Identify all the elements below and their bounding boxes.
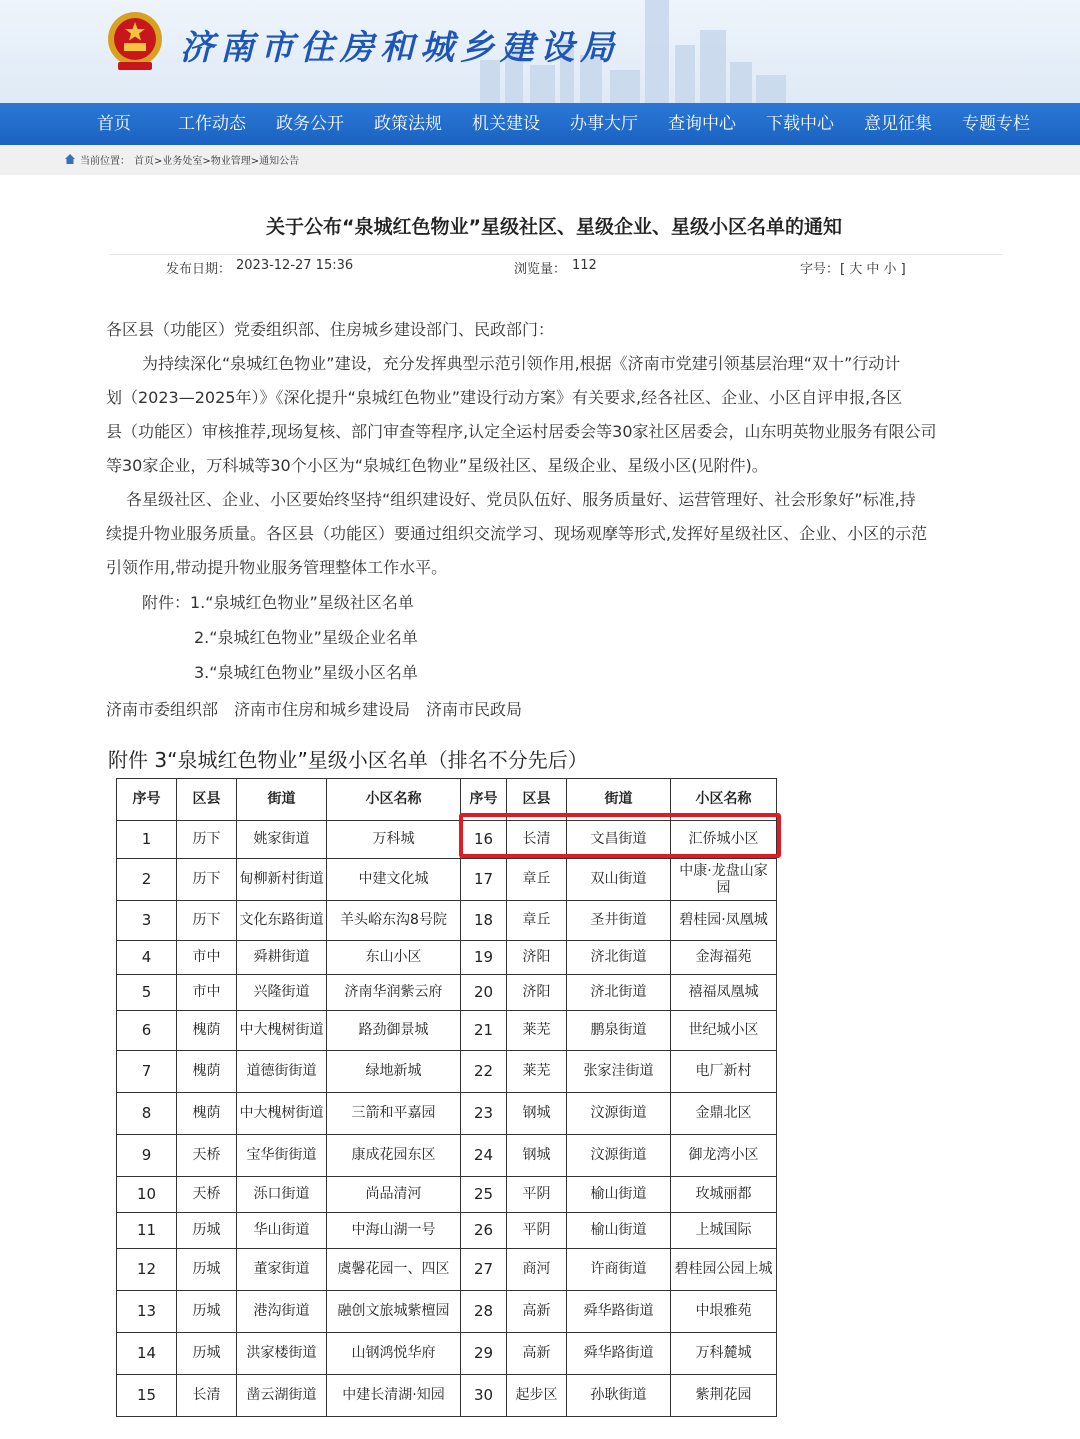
highlight-box [459,813,781,858]
issuing-departments: 济南市委组织部 济南市住房和城乡建设局 济南市民政局 [106,700,523,719]
header-street: 街道 [237,779,327,821]
cell-street: 汶源街道 [567,1135,671,1177]
header-community: 小区名称 [327,779,461,821]
cell-district: 章丘 [507,859,567,901]
nav-work-news[interactable]: 工作动态 [178,114,246,134]
cell-district: 平阴 [507,1213,567,1249]
cell-district: 天桥 [177,1177,237,1213]
cell-street: 孙耿街道 [567,1375,671,1417]
table-row [117,1375,777,1417]
cell-street: 兴隆街道 [237,975,327,1011]
header-index: 序号 [461,779,507,821]
cell-community: 汇侨城小区 [671,821,777,859]
header-community: 小区名称 [671,779,777,821]
table-row [117,1249,777,1291]
cell-community: 中康·龙盘山家园 [671,859,777,901]
publish-date: 2023-12-27 15:36 [236,258,354,273]
cell-community: 中建长清湖·知园 [327,1375,461,1417]
attachment-link-2[interactable]: 2.“泉城红色物业”星级企业名单 [194,628,418,647]
cell-index: 3 [117,901,177,941]
cell-community: 万科城 [327,821,461,859]
cell-community: 紫荆花园 [671,1375,777,1417]
cell-index: 6 [117,1011,177,1051]
cell-index: 5 [117,975,177,1011]
nav-download-center[interactable]: 下载中心 [766,114,834,134]
cell-community: 电厂新村 [671,1051,777,1093]
cell-community: 东山小区 [327,941,461,975]
cell-community: 康成花园东区 [327,1135,461,1177]
cell-street: 泺口街道 [237,1177,327,1213]
cell-index: 2 [117,859,177,901]
table-row [117,1291,777,1333]
cell-index: 28 [461,1291,507,1333]
cell-street: 姚家街道 [237,821,327,859]
paragraph-line: 县（功能区）审核推荐,现场复核、部门审查等程序,认定全运村居委会等30家社区居委会，山东明英物业服务有限公司 [106,422,937,441]
cell-district: 长清 [507,821,567,859]
nav-policies[interactable]: 政策法规 [374,114,442,134]
cell-street: 双山街道 [567,859,671,901]
paragraph-line: 各星级社区、企业、小区要始终坚持“组织建设好、党员队伍好、服务质量好、运营管理好、社会形象好”标准,持 [126,490,916,509]
cell-district: 历城 [177,1333,237,1375]
cell-street: 汶源街道 [567,1093,671,1135]
table-row [117,901,777,941]
cell-index: 29 [461,1333,507,1375]
cell-district: 济阳 [507,941,567,975]
cell-community: 虞馨花园一、四区 [327,1249,461,1291]
cell-district: 平阴 [507,1177,567,1213]
cell-community: 尚品清河 [327,1177,461,1213]
cell-district: 历下 [177,901,237,941]
cell-index: 12 [117,1249,177,1291]
cell-community: 济南华润紫云府 [327,975,461,1011]
cell-index: 7 [117,1051,177,1093]
cell-index: 16 [461,821,507,859]
cell-district: 章丘 [507,901,567,941]
cell-index: 10 [117,1177,177,1213]
cell-community: 碧桂园公园上城 [671,1249,777,1291]
cell-district: 市中 [177,941,237,975]
cell-district: 历城 [177,1249,237,1291]
cell-community: 路劲御景城 [327,1011,461,1051]
cell-index: 8 [117,1093,177,1135]
cell-community: 羊头峪东沟8号院 [327,901,461,941]
cell-index: 25 [461,1177,507,1213]
cell-district: 莱芜 [507,1051,567,1093]
header-district: 区县 [507,779,567,821]
attachment-title: 附件 3“泉城红色物业”星级小区名单（排名不分先后） [108,748,588,772]
header-street: 街道 [567,779,671,821]
article-title: 关于公布“泉城红色物业”星级社区、星级企业、星级小区名单的通知 [266,216,842,238]
nav-home[interactable]: 首页 [97,114,131,134]
cell-district: 起步区 [507,1375,567,1417]
cell-community: 三箭和平嘉园 [327,1093,461,1135]
cell-district: 槐荫 [177,1051,237,1093]
cell-community: 山钢鸿悦华府 [327,1333,461,1375]
cell-district: 槐荫 [177,1093,237,1135]
paragraph-line: 引领作用,带动提升物业服务管理整体工作水平。 [106,558,448,577]
site-header [0,0,1080,103]
cell-district: 天桥 [177,1135,237,1177]
paragraph-line: 续提升物业服务质量。各区县（功能区）要通过组织交流学习、现场观摩等形式,发挥好星级社区、企业、小区的示范 [106,524,928,543]
cell-community: 万科麓城 [671,1333,777,1375]
cell-district: 历城 [177,1291,237,1333]
cell-community: 上城国际 [671,1213,777,1249]
cell-street: 凿云湖街道 [237,1375,327,1417]
cell-district: 钢城 [507,1135,567,1177]
breadcrumb-path[interactable]: 首页>业务处室>物业管理>通知公告 [134,156,300,167]
nav-service-hall[interactable]: 办事大厅 [570,114,638,134]
cell-index: 11 [117,1213,177,1249]
cell-street: 舜耕街道 [237,941,327,975]
main-nav [0,103,1080,145]
nav-gov-affairs[interactable]: 政务公开 [276,114,344,134]
cell-street: 济北街道 [567,941,671,975]
table-row [117,1011,777,1051]
cell-index: 23 [461,1093,507,1135]
cell-street: 宝华街街道 [237,1135,327,1177]
cell-community: 玫城丽都 [671,1177,777,1213]
cell-index: 14 [117,1333,177,1375]
cell-community: 金鼎北区 [671,1093,777,1135]
header-index: 序号 [117,779,177,821]
table-row [117,1051,777,1093]
cell-district: 市中 [177,975,237,1011]
cell-district: 商河 [507,1249,567,1291]
cell-street: 鹏泉街道 [567,1011,671,1051]
cell-index: 17 [461,859,507,901]
cell-street: 中大槐树街道 [237,1011,327,1051]
table-row [117,859,777,901]
cell-community: 绿地新城 [327,1051,461,1093]
publish-date-label: 发布日期： [166,262,232,277]
cell-index: 18 [461,901,507,941]
meta-divider [110,254,1002,255]
cell-index: 15 [117,1375,177,1417]
site-title[interactable]: 济南市住房和城乡建设局 [180,28,620,68]
cell-street: 许商街道 [567,1249,671,1291]
cell-community: 中海山湖一号 [327,1213,461,1249]
cell-index: 4 [117,941,177,975]
cell-district: 槐荫 [177,1011,237,1051]
community-list-table [116,778,777,1417]
cell-community: 禧福凤凰城 [671,975,777,1011]
cell-district: 历下 [177,859,237,901]
cell-index: 27 [461,1249,507,1291]
header-district: 区县 [177,779,237,821]
cell-index: 24 [461,1135,507,1177]
salutation: 各区县（功能区）党委组织部、住房城乡建设部门、民政部门： [106,320,555,339]
cell-district: 济阳 [507,975,567,1011]
cell-index: 21 [461,1011,507,1051]
cell-community: 金海福苑 [671,941,777,975]
nav-feedback[interactable]: 意见征集 [864,114,932,134]
views-count: 112 [572,258,597,273]
cell-index: 20 [461,975,507,1011]
cell-index: 1 [117,821,177,859]
cell-district: 莱芜 [507,1011,567,1051]
cell-street: 中大槐树街道 [237,1093,327,1135]
cell-street: 舜华路街道 [567,1291,671,1333]
cell-street: 文昌街道 [567,821,671,859]
font-size-label: 字号： [800,262,840,277]
cell-district: 长清 [177,1375,237,1417]
table-row [117,941,777,975]
cell-street: 道德街街道 [237,1051,327,1093]
cell-district: 历下 [177,821,237,859]
cell-index: 9 [117,1135,177,1177]
cell-street: 甸柳新村街道 [237,859,327,901]
cell-index: 22 [461,1051,507,1093]
table-row [117,1177,777,1213]
nav-party-building[interactable]: 机关建设 [472,114,540,134]
cell-community: 世纪城小区 [671,1011,777,1051]
nav-special-topics[interactable]: 专题专栏 [962,114,1030,134]
cell-district: 钢城 [507,1093,567,1135]
cell-index: 26 [461,1213,507,1249]
attachment-link-3[interactable]: 3.“泉城红色物业”星级小区名单 [194,663,418,682]
cell-index: 19 [461,941,507,975]
table-row [117,975,777,1011]
cell-street: 董家街道 [237,1249,327,1291]
cell-street: 圣井街道 [567,901,671,941]
cell-community: 碧桂园·凤凰城 [671,901,777,941]
nav-query-center[interactable]: 查询中心 [668,114,736,134]
cell-district: 高新 [507,1291,567,1333]
attachment-link-1[interactable]: 附件：1.“泉城红色物业”星级社区名单 [142,593,414,612]
cell-street: 张家洼街道 [567,1051,671,1093]
cell-street: 洪家楼街道 [237,1333,327,1375]
cell-index: 13 [117,1291,177,1333]
home-icon[interactable] [64,153,76,165]
cell-community: 御龙湾小区 [671,1135,777,1177]
cell-street: 华山街道 [237,1213,327,1249]
paragraph-line: 为持续深化“泉城红色物业”建设，充分发挥典型示范引领作用,根据《济南市党建引领基层治理“双十”行动计 [142,354,901,373]
table-row [117,1135,777,1177]
cell-street: 济北街道 [567,975,671,1011]
paragraph-line: 划（2023—2025年）》《深化提升“泉城红色物业”建设行动方案》有关要求,经各社区、企业、小区自评申报,各区 [106,388,903,407]
cell-district: 高新 [507,1333,567,1375]
cell-street: 榆山街道 [567,1213,671,1249]
cell-district: 历城 [177,1213,237,1249]
breadcrumb-label: 当前位置： [80,156,130,167]
cell-index: 30 [461,1375,507,1417]
cell-community: 中垠雅苑 [671,1291,777,1333]
font-size-options[interactable]: [ 大 中 小 ] [840,262,906,277]
cell-street: 舜华路街道 [567,1333,671,1375]
cell-community: 融创文旅城紫檀园 [327,1291,461,1333]
paragraph-line: 等30家企业，万科城等30个小区为“泉城红色物业”星级社区、星级企业、星级小区(见附件)。 [106,456,768,475]
cell-street: 港沟街道 [237,1291,327,1333]
cell-community: 中建文化城 [327,859,461,901]
national-emblem-icon [106,10,164,72]
table-row [117,1093,777,1135]
cell-street: 文化东路街道 [237,901,327,941]
table-row [117,1333,777,1375]
cell-street: 榆山街道 [567,1177,671,1213]
table-row [117,1213,777,1249]
views-label: 浏览量： [514,262,567,277]
